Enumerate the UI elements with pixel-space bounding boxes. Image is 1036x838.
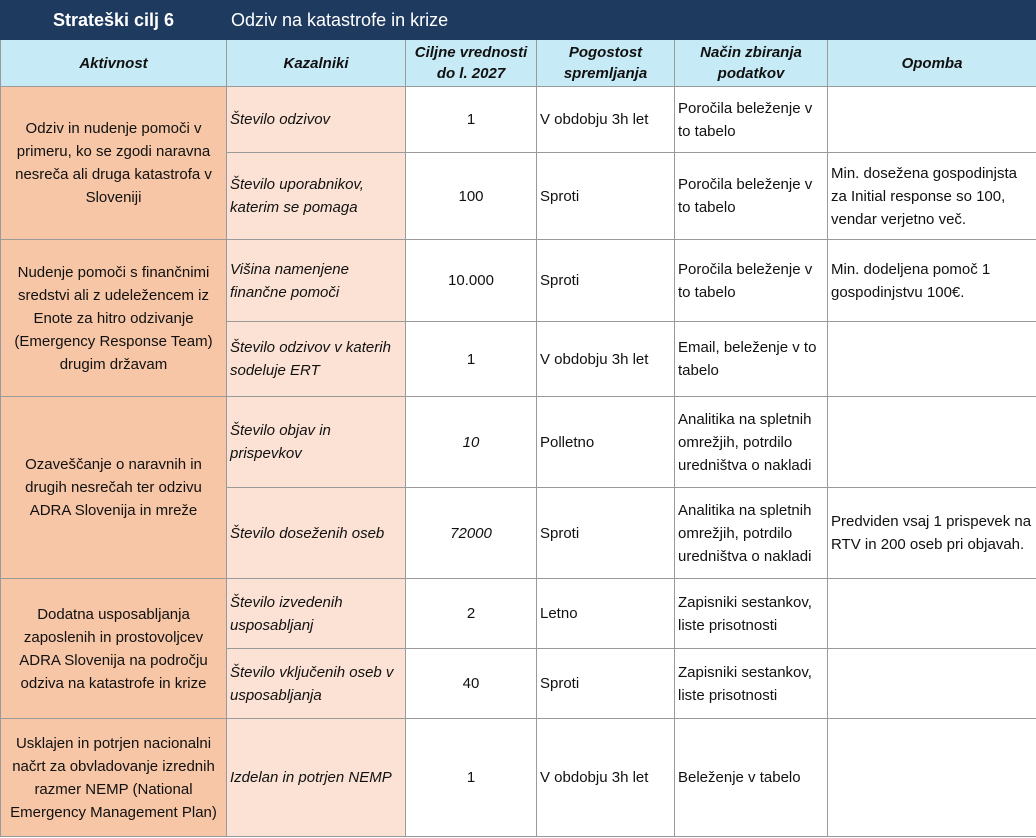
frequency-cell: Sproti <box>537 649 675 719</box>
indicator-cell: Izdelan in potrjen NEMP <box>227 719 406 837</box>
note-cell: Predviden vsaj 1 prispevek na RTV in 200 oseb pri objavah. <box>828 488 1036 579</box>
table-row <box>1 719 1036 837</box>
activity-cell: Ozaveščanje o naravnih in drugih nesrečah ter odzivu ADRA Slovenija in mreže <box>1 397 227 579</box>
table-row <box>1 397 1036 488</box>
target-cell: 1 <box>406 719 537 837</box>
method-cell: Zapisniki sestankov, liste prisotnosti <box>675 579 828 649</box>
method-cell: Poročila beleženje v to tabelo <box>675 240 828 322</box>
indicator-cell: Število izvedenih usposabljanj <box>227 579 406 649</box>
header-opomba: Opomba <box>828 40 1036 87</box>
target-cell: 2 <box>406 579 537 649</box>
target-cell: 40 <box>406 649 537 719</box>
header-kazalniki: Kazalniki <box>227 40 406 87</box>
note-cell: Min. dosežena gospodinjsta za Initial response so 100, vendar verjetno več. <box>828 153 1036 240</box>
table-row <box>1 579 1036 649</box>
activity-cell: Dodatna usposabljanja zaposlenih in prostovoljcev ADRA Slovenija na področju odziva na katastrofe in krize <box>1 579 227 719</box>
indicator-cell: Število doseženih oseb <box>227 488 406 579</box>
note-cell <box>828 719 1036 837</box>
method-cell: Poročila beleženje v to tabelo <box>675 153 828 240</box>
method-cell: Beleženje v tabelo <box>675 719 828 837</box>
method-cell: Analitika na spletnih omrežjih, potrdilo uredništva o nakladi <box>675 488 828 579</box>
indicator-cell: Število objav in prispevkov <box>227 397 406 488</box>
activity-cell: Usklajen in potrjen nacionalni načrt za obvladovanje izrednih razmer NEMP (National Emergency Management Plan) <box>1 719 227 837</box>
indicator-cell: Število vključenih oseb v usposabljanja <box>227 649 406 719</box>
target-cell: 100 <box>406 153 537 240</box>
indicator-cell: Število odzivov v katerih sodeluje ERT <box>227 322 406 397</box>
target-cell: 1 <box>406 87 537 153</box>
activity-cell: Odziv in nudenje pomoči v primeru, ko se zgodi naravna nesreča ali druga katastrofa v Sloveniji <box>1 87 227 240</box>
table-row <box>1 87 1036 153</box>
note-cell <box>828 649 1036 719</box>
note-cell <box>828 397 1036 488</box>
target-cell: 10 <box>406 397 537 488</box>
header-nacin: Način zbiranja podatkov <box>675 40 828 87</box>
header-row <box>1 40 1036 87</box>
frequency-cell: V obdobju 3h let <box>537 87 675 153</box>
indicator-cell: Višina namenjene finančne pomoči <box>227 240 406 322</box>
note-cell <box>828 322 1036 397</box>
frequency-cell: V obdobju 3h let <box>537 719 675 837</box>
frequency-cell: Sproti <box>537 488 675 579</box>
method-cell: Zapisniki sestankov, liste prisotnosti <box>675 649 828 719</box>
frequency-cell: Polletno <box>537 397 675 488</box>
indicator-cell: Število odzivov <box>227 87 406 153</box>
indicator-cell: Število uporabnikov, katerim se pomaga <box>227 153 406 240</box>
header-aktivnost: Aktivnost <box>1 40 227 87</box>
goal-label: Strateški cilj 6 <box>1 1 227 40</box>
note-cell <box>828 87 1036 153</box>
method-cell: Poročila beleženje v to tabelo <box>675 87 828 153</box>
frequency-cell: Sproti <box>537 153 675 240</box>
header-pogostost: Pogostost spremljanja <box>537 40 675 87</box>
activity-cell: Nudenje pomoči s finančnimi sredstvi ali z udeležencem iz Enote za hitro odzivanje (Emergency Response Team) drugim državam <box>1 240 227 397</box>
target-cell: 1 <box>406 322 537 397</box>
frequency-cell: Sproti <box>537 240 675 322</box>
banner-row <box>1 1 1036 40</box>
frequency-cell: Letno <box>537 579 675 649</box>
target-cell: 72000 <box>406 488 537 579</box>
note-cell: Min. dodeljena pomoč 1 gospodinjstvu 100€. <box>828 240 1036 322</box>
header-ciljne: Ciljne vrednosti do l. 2027 <box>406 40 537 87</box>
target-cell: 10.000 <box>406 240 537 322</box>
note-cell <box>828 579 1036 649</box>
frequency-cell: V obdobju 3h let <box>537 322 675 397</box>
method-cell: Email, beleženje v to tabelo <box>675 322 828 397</box>
goal-title: Odziv na katastrofe in krize <box>227 1 1036 40</box>
method-cell: Analitika na spletnih omrežjih, potrdilo uredništva o nakladi <box>675 397 828 488</box>
table-row <box>1 240 1036 322</box>
